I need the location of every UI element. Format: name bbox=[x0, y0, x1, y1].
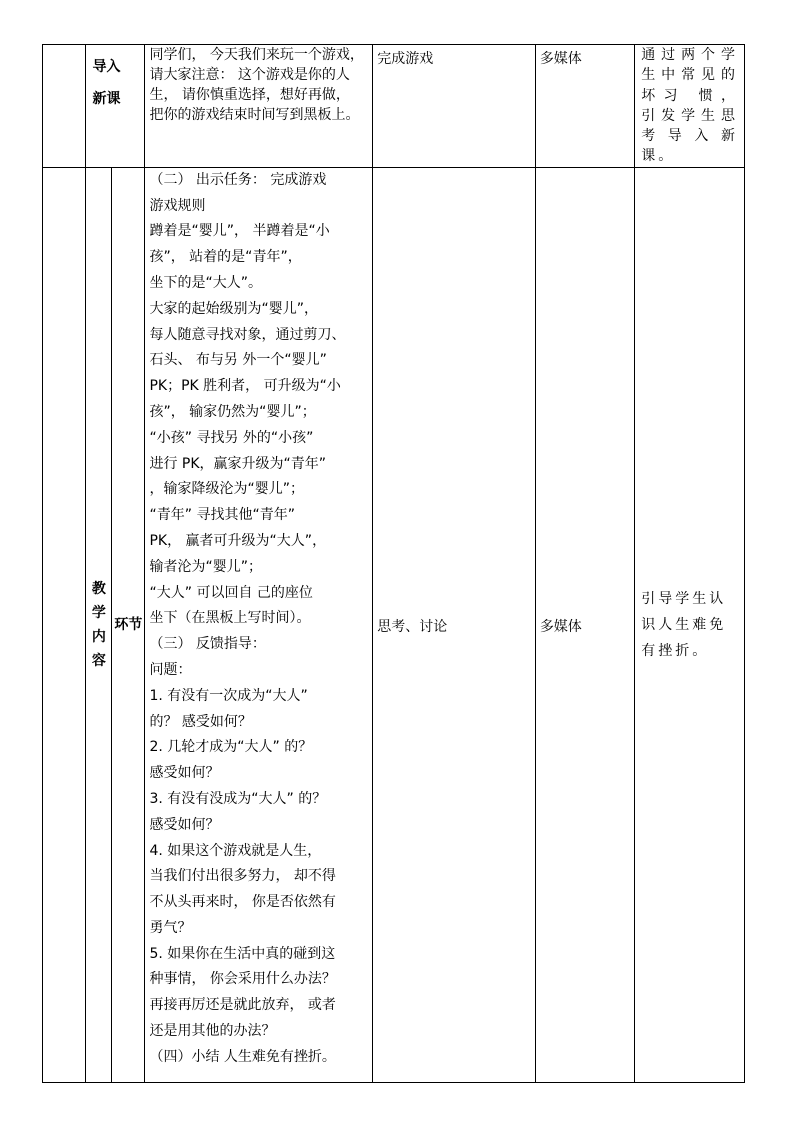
intro-media: 多媒体 bbox=[535, 45, 634, 168]
content-line: 进行 PK，赢家升级为“青年” bbox=[149, 455, 327, 472]
content-line: PK；PK 胜利者， 可升级为“小 bbox=[149, 378, 341, 395]
content-line: 坐下的是“大人”。 bbox=[149, 274, 262, 291]
segment-label: 环节 bbox=[112, 167, 145, 1082]
content-line: 勇气？ bbox=[149, 919, 192, 936]
content-line: 输者沦为“婴儿”； bbox=[149, 558, 262, 575]
teaching-media: 多媒体 bbox=[535, 167, 634, 1082]
intro-header bbox=[86, 45, 145, 168]
content-line: 孩”， 输家仍然为“婴儿”； bbox=[149, 403, 316, 420]
teaching-row bbox=[43, 167, 745, 1082]
content-line: 4. 如果这个游戏就是人生， bbox=[149, 842, 322, 859]
content-line: 3. 有没有没成为“大人” 的？ bbox=[149, 790, 327, 807]
intro-header-line: 导入 bbox=[92, 59, 121, 75]
teaching-purpose: 引导学生认识人生难免有挫折。 bbox=[635, 167, 745, 1082]
content-line: 2. 几轮才成为“大人” 的？ bbox=[149, 739, 313, 756]
label-char: 内 bbox=[91, 628, 106, 645]
content-line: 还是用其他的办法？ bbox=[149, 1023, 276, 1040]
content-line: 感受如何？ bbox=[149, 816, 220, 833]
content-line: （三） 反馈指导： bbox=[149, 636, 266, 653]
lesson-plan-table bbox=[42, 44, 745, 1083]
content-line: “青年” 寻找其他“青年” bbox=[149, 507, 295, 524]
label-char: 容 bbox=[91, 652, 106, 669]
teaching-content bbox=[145, 167, 373, 1082]
content-line: “小孩” 寻找另 外的“小孩” bbox=[149, 429, 314, 446]
teaching-content-label bbox=[86, 167, 112, 1082]
content-line: 问题： bbox=[149, 661, 192, 678]
intro-row bbox=[43, 45, 745, 168]
content-line: 不从头再来时， 你是否依然有 bbox=[149, 894, 336, 911]
intro-content: 同学们， 今天我们来玩一个游戏， 请大家注意： 这个游戏是你的人生， 请你慎重选择，想好再做， 把你的游戏结束时间写到黑板上。 bbox=[145, 45, 373, 168]
content-line: 1. 有没有一次成为“大人” bbox=[149, 687, 308, 704]
intro-activity: 完成游戏 bbox=[373, 45, 536, 168]
content-line: 5. 如果你在生活中真的碰到这 bbox=[149, 945, 336, 962]
content-line: 蹲着是“婴儿”， 半蹲着是“小 bbox=[149, 223, 330, 240]
content-line: 游戏规则 bbox=[149, 197, 206, 214]
content-line: 孩”， 站着的是“青年”， bbox=[149, 249, 302, 266]
content-line: 每人随意寻找对象，通过剪刀、 bbox=[149, 326, 346, 343]
content-line: 坐下（在黑板上写时间）。 bbox=[149, 610, 311, 627]
content-line: 当我们付出很多努力， 却不得 bbox=[149, 868, 336, 885]
content-line: （四）小结 人生难免有挫折。 bbox=[149, 1048, 336, 1065]
label-char: 教 bbox=[91, 580, 106, 597]
content-line: 再接再厉还是就此放弃， 或者 bbox=[149, 997, 336, 1014]
teaching-activity: 思考、讨论 bbox=[373, 167, 536, 1082]
content-line: （二） 出示任务： 完成游戏 bbox=[149, 171, 327, 188]
content-line: 大家的起始级别为“婴儿”， bbox=[149, 300, 318, 317]
content-line: “大人” 可以回自 己的座位 bbox=[149, 584, 313, 601]
content-line: ，输家降级沦为“婴儿”； bbox=[149, 481, 304, 498]
intro-purpose: 通过两个学生中常见的坏习 惯， 引发学生思考导入新课。 bbox=[635, 45, 745, 168]
intro-header-line: 新课 bbox=[92, 91, 121, 107]
content-line: 种事情， 你会采用什么办法？ bbox=[149, 971, 336, 988]
blank-cell bbox=[43, 167, 86, 1082]
label-char: 学 bbox=[91, 604, 106, 621]
content-line: PK， 赢者可升级为“大人”， bbox=[149, 532, 327, 549]
blank-cell bbox=[43, 45, 86, 168]
content-line: 感受如何？ bbox=[149, 765, 220, 782]
content-line: 石头、 布与另 外一个“婴儿” bbox=[149, 352, 327, 369]
content-line: 的？ 感受如何？ bbox=[149, 713, 252, 730]
